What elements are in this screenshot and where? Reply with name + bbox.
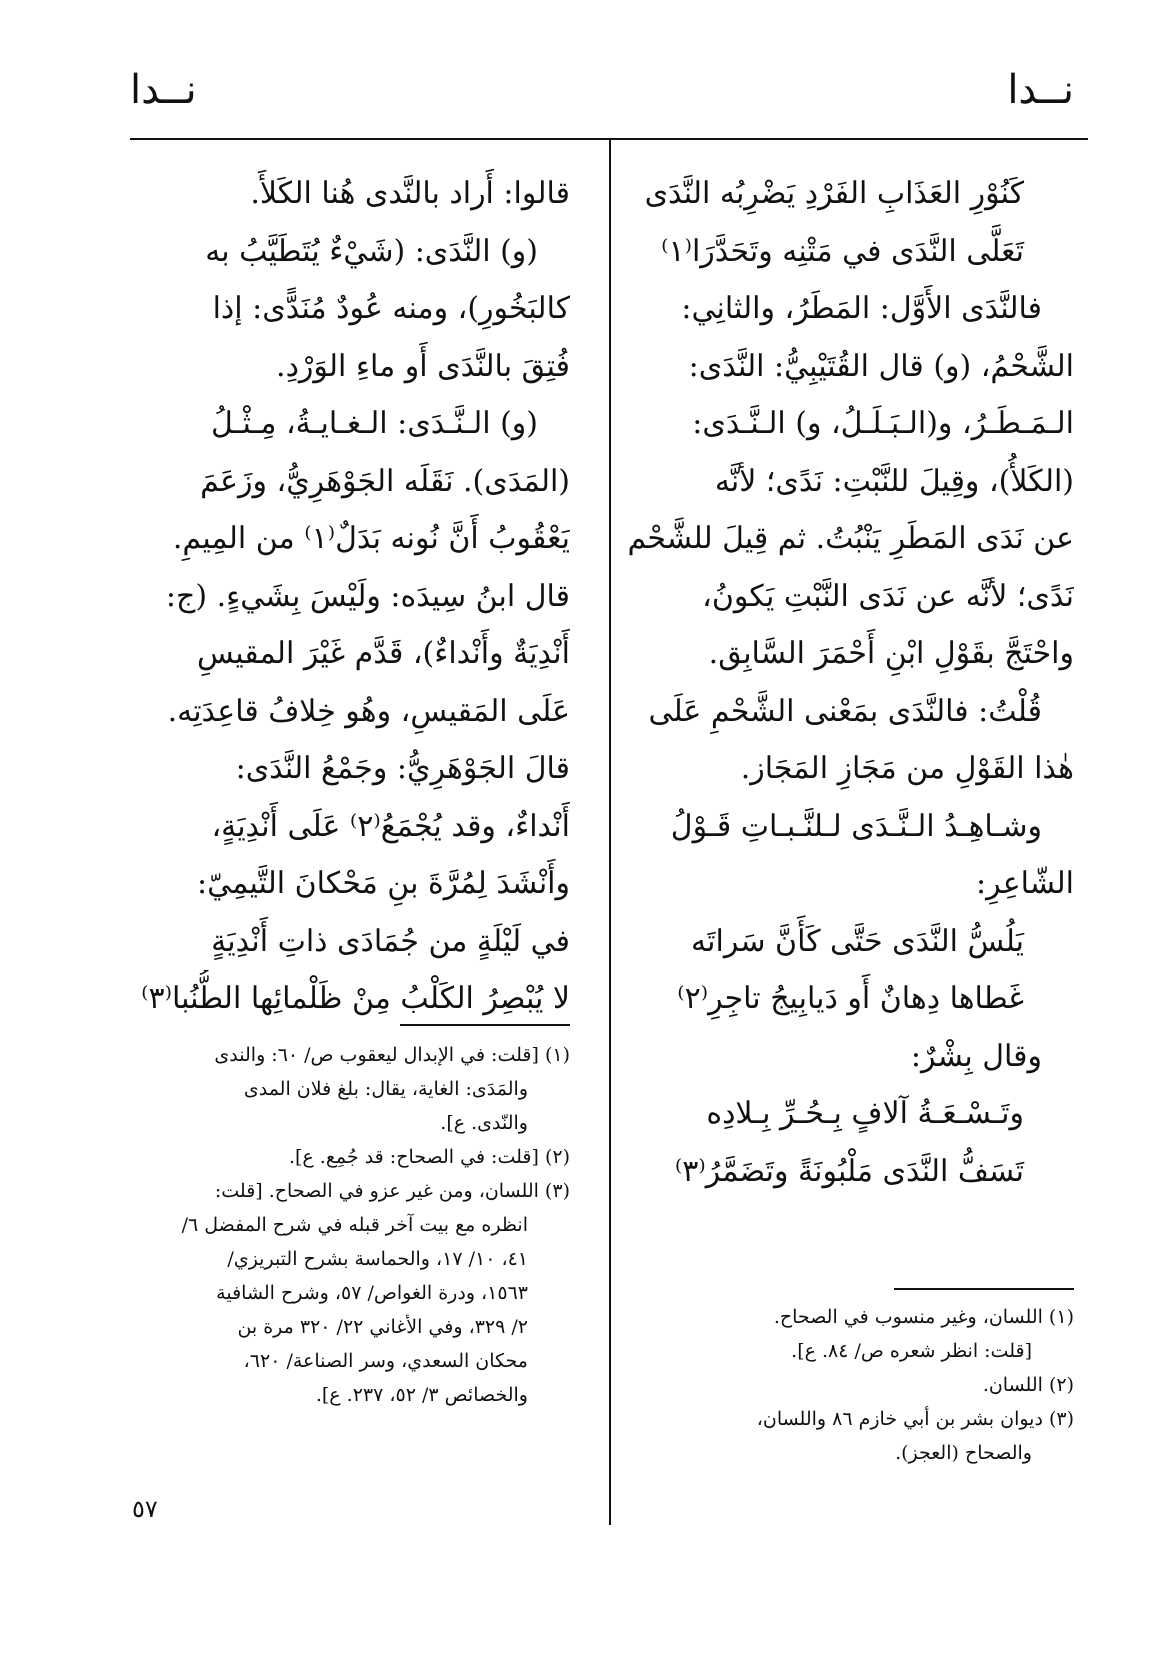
right-column-text: [619, 165, 1074, 1200]
verse-line: تَعَلَّى النَّدَى في مَتْنِه وتَحَدَّرَا⁽١⁾: [661, 233, 1024, 269]
text-line: الشَّحْمُ، (و) قال القُتَيْبِيُّ: النَّدَى:: [688, 348, 1074, 384]
verse-line: يَلُسُّ النَّدَى حَتَّى كَأَنَّ سَراتَه: [691, 923, 1024, 959]
text-line: عن نَدَى المَطَرِ يَنْبُتُ. ثم قِيلَ للشَّحْم: [627, 521, 1074, 556]
header-root-word-right: نــدا: [1007, 67, 1074, 113]
text-line: وأَنْشَدَ لِمُرَّةَ بنِ مَحْكانَ التَّيمِيّ:: [197, 866, 570, 901]
text-line: وقال بِشْرٌ:: [910, 1038, 1042, 1074]
verse-line: وتَـسْـعَـةُ آلافٍ بِـحُـرِّ بِـلادِه: [706, 1096, 1024, 1131]
verse-line: كَنُوْرِ العَذَابِ الفَرْدِ يَضْرِبُه النَّدَى: [644, 176, 1024, 211]
verse-line: في لَيْلَةٍ من جُمَادَى ذاتِ أَنْدِيَةٍ: [211, 923, 570, 959]
footnote-line: والنّدى. ع].: [440, 1112, 528, 1134]
text-line: فُتِقَ بالنَّدَى أَو ماءِ الوَرْدِ.: [276, 348, 570, 384]
text-line: قال ابنُ سِيدَه: ولَيْسَ بِشَيءٍ. (ج:: [165, 578, 570, 614]
footnote-line: (١) [قلت: في الإبدال ليعقوب ص/ ٦٠: والندى: [214, 1044, 570, 1066]
text-line: كالبَخُورِ)، ومنه عُودٌ مُنَدًّى: إذا: [212, 291, 570, 326]
footnote-line: محكان السعدي، وسر الصناعة/ ٦٢٠،: [243, 1350, 528, 1372]
text-line: واحْتَجَّ بقَوْلِ ابْنِ أَحْمَرَ السَّابِق.: [708, 636, 1074, 671]
footnote-line: انظره مع بيت آخر قبله في شرح المفضل ٦/: [181, 1214, 528, 1236]
text-line: قالوا: أَراد بالنَّدى هُنا الكَلأَ.: [250, 176, 570, 211]
text-line: عَلَى المَقيسِ، وهُو خِلافُ قاعِدَتِه.: [167, 693, 570, 729]
text-line: (الكَلأُ)، وقِيلَ للنَّبْتِ: نَدًى؛ لأنَّه: [714, 463, 1074, 499]
footnotes-right: [619, 1300, 1074, 1470]
column-divider: [609, 140, 611, 1525]
text-line: أَنْدِيَةٌ وأَنْداءٌ)، قَدَّم غَيْرَ المقيسِ: [196, 636, 570, 671]
left-column-text: [130, 165, 570, 1028]
footnote-line: ٢/ ٣٢٩، وفي الأغاني ٢٢/ ٣٢٠ مرة بن: [237, 1316, 528, 1338]
text-line: (و) النَّدَى: (شَيْءٌ يُتَطَيَّبُ به: [205, 233, 538, 269]
footnote-line: (٢) اللسان.: [982, 1374, 1074, 1396]
footnote-rule-right: [894, 1288, 1074, 1290]
header-root-word-left: نــدا: [130, 67, 197, 113]
text-line: أَنْداءٌ، وقد يُجْمَعُ⁽٢⁾ عَلَى أَنْدِيَةٍ،: [211, 808, 570, 844]
footnote-line: (٢) [قلت: في الصحاح: قد جُمِع. ع].: [288, 1146, 570, 1168]
footnote-line: والخصائص ٣/ ٥٢، ٢٣٧. ع].: [315, 1384, 528, 1406]
footnote-rule-left: [400, 1024, 570, 1026]
page-number: ٥٧: [132, 1495, 158, 1523]
text-line: قالَ الجَوْهَرِيُّ: وجَمْعُ النَّدَى:: [235, 751, 570, 786]
footnote-line: (١) اللسان، وغير منسوب في الصحاح.: [773, 1306, 1074, 1328]
footnote-line: ٤١، ١٠/ ١٧، والحماسة بشرح التبريزي/: [227, 1248, 528, 1270]
text-line: الشّاعِرِ:: [976, 866, 1074, 901]
footnotes-left: [130, 1038, 570, 1412]
text-line: هٰذا القَوْلِ من مَجَازِ المَجَاز.: [740, 751, 1074, 786]
text-line: الـمَـطَـرُ، و(الـبَـلَـلُ، و) الـنَّـدَى:: [692, 406, 1074, 441]
verse-line: لا يُبْصِرُ الكَلْبُ مِنْ ظَلْمائِها الطُّنُبا⁽٣⁾: [141, 981, 570, 1016]
verse-line: تَسَفُّ النَّدَى مَلْبُونَةً وتَضَمَّرُ⁽٣⁾: [674, 1153, 1024, 1189]
footnote-line: ١٥٦٣، ودرة الغواص/ ٥٧، وشرح الشافية: [216, 1282, 528, 1304]
footnote-line: والصحاح (العجز).: [895, 1442, 1032, 1464]
text-line: فالنَّدَى الأَوَّل: المَطَرُ، والثانِي:: [681, 291, 1042, 326]
footnote-line: والمَدَى: الغاية، يقال: بلغ فلان المدى: [243, 1078, 528, 1100]
text-line: (المَدَى). نَقَلَه الجَوْهَرِيُّ، وزَعَمَ: [200, 463, 570, 499]
verse-line: غَطاها دِهانٌ أَو دَيابِيجُ تاجِرِ⁽٢⁾: [677, 981, 1024, 1016]
footnote-line: (٣) اللسان، ومن غير عزو في الصحاح. [قلت:: [214, 1180, 570, 1202]
text-line: نَدًى؛ لأنَّه عن نَدَى النَّبْتِ يَكونُ،: [702, 578, 1074, 614]
text-line: (و) الـنَّـدَى: الـغـايـةُ، مِـثْـلُ: [211, 406, 538, 441]
footnote-line: [قلت: انظر شعره ص/ ٨٤. ع].: [791, 1340, 1032, 1362]
text-line: قُلْتُ: فالنَّدَى بمَعْنى الشَّحْمِ عَلَى: [648, 693, 1042, 729]
text-line: وشـاهِـدُ الـنَّـدَى لـلنَّـبـاتِ قَـوْلُ: [670, 808, 1042, 844]
text-line: يَعْقُوبُ أَنَّ نُونه بَدَلٌ⁽١⁾ من المِيمِ.: [172, 521, 570, 556]
footnote-line: (٣) ديوان بشر بن أبي خازم ٨٦ واللسان،: [756, 1408, 1074, 1430]
